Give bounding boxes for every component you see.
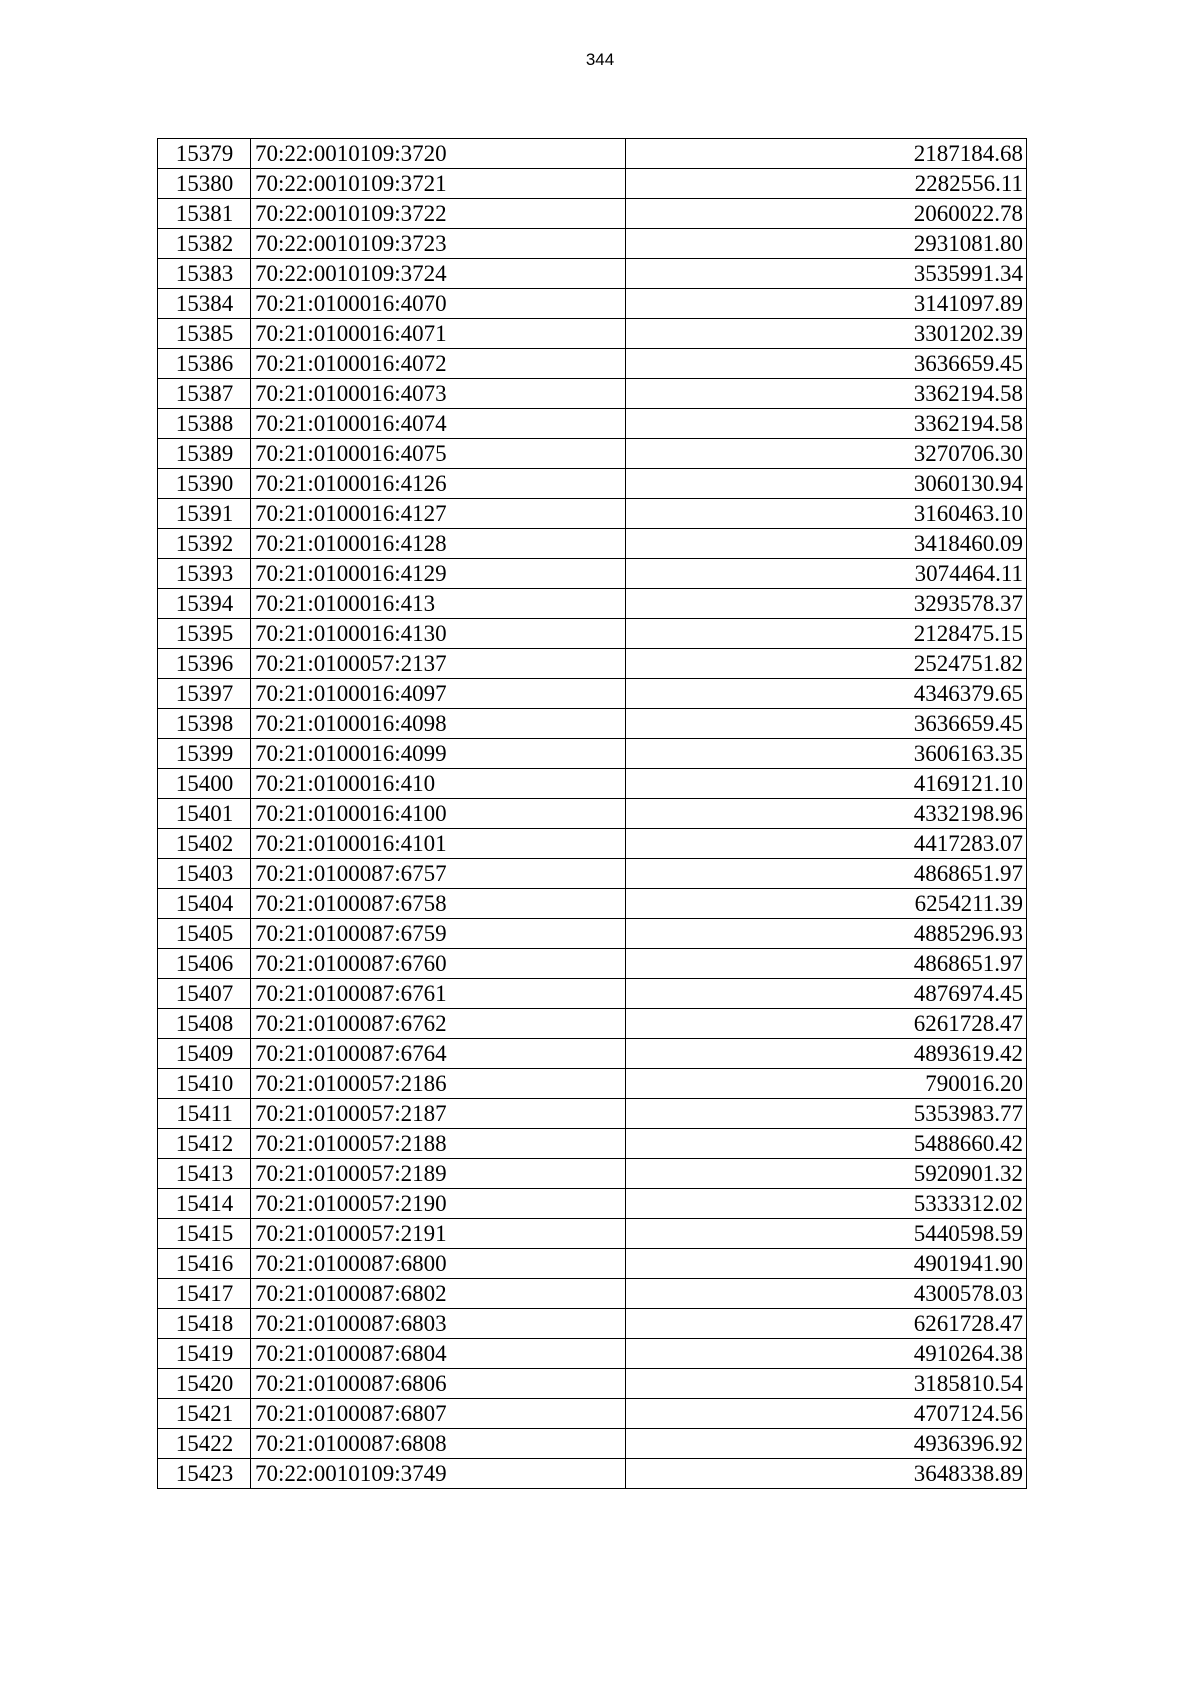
cadastral-value-cell: 3362194.58 [626, 379, 1027, 409]
cadastral-number-cell: 70:21:0100087:6800 [251, 1249, 626, 1279]
table-row [158, 1129, 1027, 1159]
row-number-cell: 15395 [158, 619, 251, 649]
cadastral-value-cell: 4936396.92 [626, 1429, 1027, 1459]
row-number-cell: 15412 [158, 1129, 251, 1159]
cadastral-value-cell: 3362194.58 [626, 409, 1027, 439]
row-number-cell: 15417 [158, 1279, 251, 1309]
table-row [158, 889, 1027, 919]
row-number-cell: 15421 [158, 1399, 251, 1429]
table-row [158, 1429, 1027, 1459]
cadastral-number-cell: 70:22:0010109:3723 [251, 229, 626, 259]
cadastral-value-cell: 3301202.39 [626, 319, 1027, 349]
row-number-cell: 15414 [158, 1189, 251, 1219]
cadastral-number-cell: 70:22:0010109:3720 [251, 139, 626, 169]
table-row [158, 1249, 1027, 1279]
cadastral-value-cell: 4901941.90 [626, 1249, 1027, 1279]
row-number-cell: 15406 [158, 949, 251, 979]
cadastral-value-cell: 4868651.97 [626, 949, 1027, 979]
cadastral-number-cell: 70:21:0100016:4101 [251, 829, 626, 859]
page-number: 344 [585, 50, 615, 69]
row-number-cell: 15418 [158, 1309, 251, 1339]
cadastral-number-cell: 70:21:0100057:2191 [251, 1219, 626, 1249]
cadastral-number-cell: 70:21:0100087:6758 [251, 889, 626, 919]
row-number-cell: 15391 [158, 499, 251, 529]
row-number-cell: 15382 [158, 229, 251, 259]
row-number-cell: 15389 [158, 439, 251, 469]
cadastral-value-cell: 5920901.32 [626, 1159, 1027, 1189]
row-number-cell: 15413 [158, 1159, 251, 1189]
row-number-cell: 15409 [158, 1039, 251, 1069]
table-row [158, 169, 1027, 199]
cadastral-number-cell: 70:21:0100087:6757 [251, 859, 626, 889]
table-row [158, 979, 1027, 1009]
row-number-cell: 15402 [158, 829, 251, 859]
row-number-cell: 15401 [158, 799, 251, 829]
row-number-cell: 15384 [158, 289, 251, 319]
cadastral-number-cell: 70:22:0010109:3722 [251, 199, 626, 229]
row-number-cell: 15397 [158, 679, 251, 709]
cadastral-number-cell: 70:22:0010109:3721 [251, 169, 626, 199]
cadastral-value-cell: 2282556.11 [626, 169, 1027, 199]
row-number-cell: 15393 [158, 559, 251, 589]
cadastral-value-cell: 3418460.09 [626, 529, 1027, 559]
cadastral-number-cell: 70:21:0100057:2188 [251, 1129, 626, 1159]
table-row [158, 349, 1027, 379]
cadastral-value-cell: 4868651.97 [626, 859, 1027, 889]
table-row [158, 949, 1027, 979]
table-row [158, 619, 1027, 649]
cadastral-number-cell: 70:22:0010109:3724 [251, 259, 626, 289]
row-number-cell: 15386 [158, 349, 251, 379]
row-number-cell: 15410 [158, 1069, 251, 1099]
row-number-cell: 15398 [158, 709, 251, 739]
table-row [158, 1009, 1027, 1039]
cadastral-value-cell: 5333312.02 [626, 1189, 1027, 1219]
cadastral-value-cell: 4346379.65 [626, 679, 1027, 709]
row-number-cell: 15387 [158, 379, 251, 409]
table-row [158, 769, 1027, 799]
cadastral-value-cell: 3636659.45 [626, 349, 1027, 379]
table-row [158, 1219, 1027, 1249]
cadastral-value-cell: 790016.20 [626, 1069, 1027, 1099]
cadastral-number-cell: 70:21:0100016:4128 [251, 529, 626, 559]
table-row [158, 139, 1027, 169]
row-number-cell: 15396 [158, 649, 251, 679]
cadastral-number-cell: 70:21:0100016:410 [251, 769, 626, 799]
row-number-cell: 15415 [158, 1219, 251, 1249]
row-number-cell: 15383 [158, 259, 251, 289]
table-row [158, 1369, 1027, 1399]
table-row [158, 679, 1027, 709]
table-row [158, 409, 1027, 439]
cadastral-number-cell: 70:21:0100087:6759 [251, 919, 626, 949]
cadastral-number-cell: 70:21:0100016:4127 [251, 499, 626, 529]
table-row [158, 799, 1027, 829]
table-row [158, 379, 1027, 409]
row-number-cell: 15400 [158, 769, 251, 799]
row-number-cell: 15390 [158, 469, 251, 499]
cadastral-value-cell: 4876974.45 [626, 979, 1027, 1009]
cadastral-number-cell: 70:21:0100016:4074 [251, 409, 626, 439]
cadastral-value-cell: 6261728.47 [626, 1309, 1027, 1339]
table-row [158, 199, 1027, 229]
cadastral-number-cell: 70:21:0100016:4072 [251, 349, 626, 379]
row-number-cell: 15416 [158, 1249, 251, 1279]
cadastral-value-cell: 5353983.77 [626, 1099, 1027, 1129]
cadastral-number-cell: 70:21:0100087:6802 [251, 1279, 626, 1309]
cadastral-number-cell: 70:21:0100087:6807 [251, 1399, 626, 1429]
cadastral-value-cell: 2524751.82 [626, 649, 1027, 679]
row-number-cell: 15388 [158, 409, 251, 439]
table-row [158, 1279, 1027, 1309]
cadastral-number-cell: 70:21:0100057:2190 [251, 1189, 626, 1219]
cadastral-number-cell: 70:21:0100016:4098 [251, 709, 626, 739]
cadastral-number-cell: 70:22:0010109:3749 [251, 1459, 626, 1489]
table-body [158, 139, 1027, 1489]
cadastral-value-cell: 4300578.03 [626, 1279, 1027, 1309]
table-row [158, 829, 1027, 859]
row-number-cell: 15420 [158, 1369, 251, 1399]
cadastral-number-cell: 70:21:0100016:4099 [251, 739, 626, 769]
row-number-cell: 15385 [158, 319, 251, 349]
cadastral-number-cell: 70:21:0100087:6803 [251, 1309, 626, 1339]
cadastral-value-cell: 4910264.38 [626, 1339, 1027, 1369]
row-number-cell: 15419 [158, 1339, 251, 1369]
row-number-cell: 15399 [158, 739, 251, 769]
table-row [158, 709, 1027, 739]
cadastral-value-cell: 4893619.42 [626, 1039, 1027, 1069]
table-row [158, 529, 1027, 559]
cadastral-number-cell: 70:21:0100057:2187 [251, 1099, 626, 1129]
table-row [158, 1039, 1027, 1069]
row-number-cell: 15403 [158, 859, 251, 889]
cadastral-number-cell: 70:21:0100087:6761 [251, 979, 626, 1009]
cadastral-value-cell: 4169121.10 [626, 769, 1027, 799]
table-row [158, 1459, 1027, 1489]
cadastral-value-cell: 2187184.68 [626, 139, 1027, 169]
table-row [158, 919, 1027, 949]
cadastral-value-cell: 2931081.80 [626, 229, 1027, 259]
cadastral-value-cell: 4417283.07 [626, 829, 1027, 859]
cadastral-value-cell: 5440598.59 [626, 1219, 1027, 1249]
cadastral-number-cell: 70:21:0100057:2186 [251, 1069, 626, 1099]
cadastral-value-cell: 3060130.94 [626, 469, 1027, 499]
cadastral-value-cell: 2060022.78 [626, 199, 1027, 229]
table-row [158, 439, 1027, 469]
table-row [158, 1339, 1027, 1369]
table-row [158, 259, 1027, 289]
table-row [158, 649, 1027, 679]
cadastral-number-cell: 70:21:0100016:4071 [251, 319, 626, 349]
table-row [158, 559, 1027, 589]
cadastral-number-cell: 70:21:0100016:4073 [251, 379, 626, 409]
cadastral-value-cell: 3270706.30 [626, 439, 1027, 469]
cadastral-number-cell: 70:21:0100087:6764 [251, 1039, 626, 1069]
row-number-cell: 15379 [158, 139, 251, 169]
cadastral-number-cell: 70:21:0100057:2189 [251, 1159, 626, 1189]
cadastral-number-cell: 70:21:0100016:4129 [251, 559, 626, 589]
cadastral-value-cell: 4332198.96 [626, 799, 1027, 829]
cadastral-value-cell: 3185810.54 [626, 1369, 1027, 1399]
table-row [158, 499, 1027, 529]
table-row [158, 1069, 1027, 1099]
cadastral-value-cell: 3636659.45 [626, 709, 1027, 739]
cadastral-value-cell: 3648338.89 [626, 1459, 1027, 1489]
row-number-cell: 15422 [158, 1429, 251, 1459]
row-number-cell: 15394 [158, 589, 251, 619]
row-number-cell: 15408 [158, 1009, 251, 1039]
table-row [158, 319, 1027, 349]
cadastral-number-cell: 70:21:0100057:2137 [251, 649, 626, 679]
cadastral-number-cell: 70:21:0100016:4100 [251, 799, 626, 829]
table-row [158, 1399, 1027, 1429]
cadastral-value-cell: 3293578.37 [626, 589, 1027, 619]
table-row [158, 739, 1027, 769]
cadastral-value-cell: 3160463.10 [626, 499, 1027, 529]
cadastral-number-cell: 70:21:0100087:6806 [251, 1369, 626, 1399]
row-number-cell: 15405 [158, 919, 251, 949]
cadastral-number-cell: 70:21:0100087:6760 [251, 949, 626, 979]
row-number-cell: 15407 [158, 979, 251, 1009]
cadastral-value-cell: 3141097.89 [626, 289, 1027, 319]
table-row [158, 1099, 1027, 1129]
row-number-cell: 15392 [158, 529, 251, 559]
cadastral-number-cell: 70:21:0100016:4126 [251, 469, 626, 499]
cadastral-value-cell: 3074464.11 [626, 559, 1027, 589]
cadastral-value-cell: 6254211.39 [626, 889, 1027, 919]
cadastral-value-table [157, 138, 1027, 1489]
cadastral-value-cell: 6261728.47 [626, 1009, 1027, 1039]
row-number-cell: 15423 [158, 1459, 251, 1489]
cadastral-number-cell: 70:21:0100087:6808 [251, 1429, 626, 1459]
cadastral-value-cell: 5488660.42 [626, 1129, 1027, 1159]
cadastral-number-cell: 70:21:0100087:6762 [251, 1009, 626, 1039]
cadastral-number-cell: 70:21:0100016:4130 [251, 619, 626, 649]
table-row [158, 589, 1027, 619]
cadastral-value-cell: 2128475.15 [626, 619, 1027, 649]
cadastral-value-cell: 3606163.35 [626, 739, 1027, 769]
table-row [158, 859, 1027, 889]
cadastral-value-cell: 4885296.93 [626, 919, 1027, 949]
cadastral-number-cell: 70:21:0100087:6804 [251, 1339, 626, 1369]
table-row [158, 1309, 1027, 1339]
cadastral-value-cell: 4707124.56 [626, 1399, 1027, 1429]
cadastral-number-cell: 70:21:0100016:4070 [251, 289, 626, 319]
row-number-cell: 15381 [158, 199, 251, 229]
table-row [158, 229, 1027, 259]
cadastral-value-cell: 3535991.34 [626, 259, 1027, 289]
row-number-cell: 15411 [158, 1099, 251, 1129]
table-row [158, 1189, 1027, 1219]
table-row [158, 1159, 1027, 1189]
cadastral-number-cell: 70:21:0100016:4097 [251, 679, 626, 709]
row-number-cell: 15404 [158, 889, 251, 919]
cadastral-number-cell: 70:21:0100016:413 [251, 589, 626, 619]
table-row [158, 469, 1027, 499]
cadastral-number-cell: 70:21:0100016:4075 [251, 439, 626, 469]
row-number-cell: 15380 [158, 169, 251, 199]
table-row [158, 289, 1027, 319]
